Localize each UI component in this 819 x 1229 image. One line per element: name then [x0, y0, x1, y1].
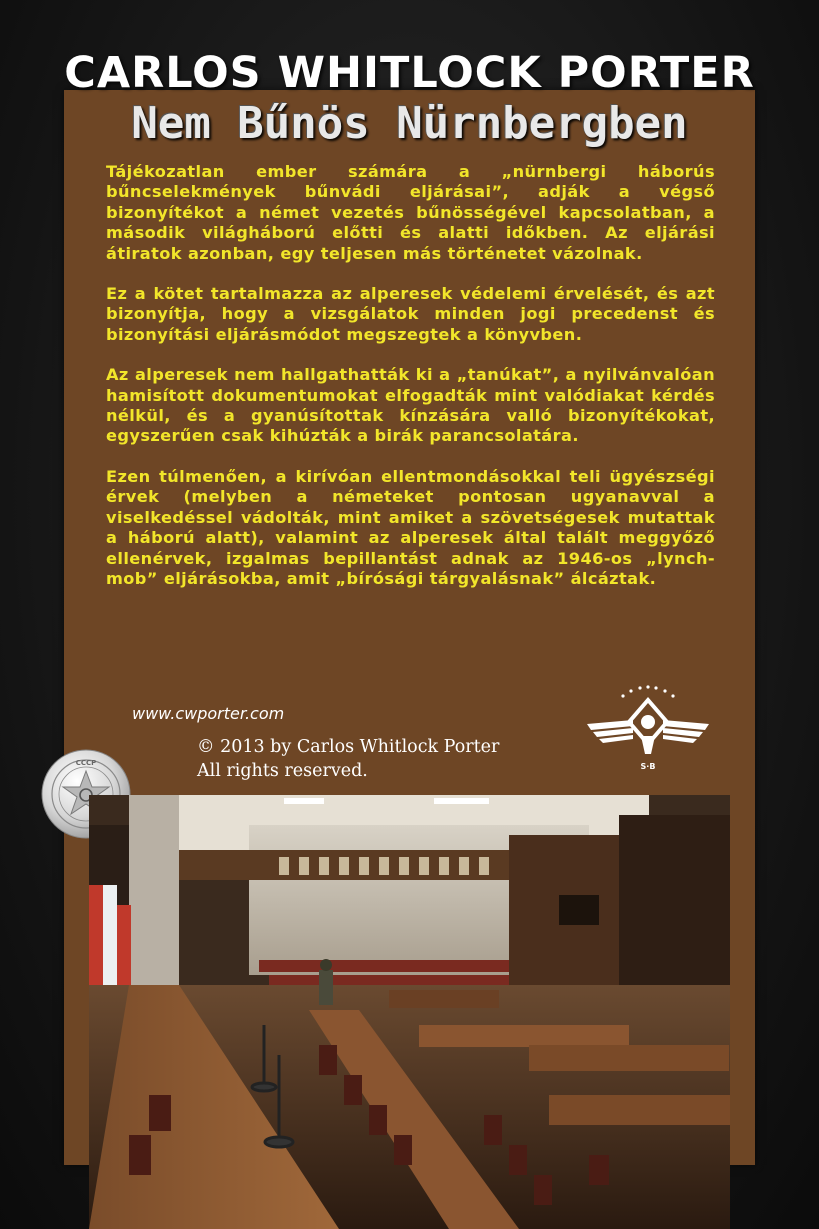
copyright-line: © 2013 by Carlos Whitlock Porter [197, 737, 500, 757]
author-name: CARLOS WHITLOCK PORTER [64, 48, 755, 98]
blurb-paragraph-4: Ezen túlmenően, a kirívóan ellentmondásokkal teli ügyészségi érvek (melyben a németeket pontosan ugyanavval a viselkedéssel vádolták, mint amiket a szövetségesek mutattak a háború alatt), valamint az alperesek által talált meggyőző ellenérvek, izgalmas bepillantást adnak az 1946-os „lynch-mob” eljárásokba, amit „bírósági tárgyalásnak” álcáztak. [106, 466, 715, 588]
rights-line: All rights reserved. [197, 761, 368, 781]
blurb-paragraph-2: Ez a kötet tartalmazza az alperesek védelemi érvelését, és azt bizonyítja, hogy a vizsgálatok minden jogi precedenst és bizonyítási eljárásmódot megszegtek a könyvben. [106, 284, 715, 344]
copyright-notice [197, 735, 499, 783]
website-link[interactable]: www.cwporter.com [132, 704, 285, 723]
book-title: Nem Bűnös Nürnbergben [131, 98, 688, 149]
winged-emblem-icon [583, 680, 713, 775]
blurb-paragraph-1: Tájékozatlan ember számára a „nürnbergi háborús bűncselekmények bűnvádi eljárásai”, adják a végső bizonyítékot a német vezetés bűnösségével kapcsolatban, a második világháború előtti és alatti időkben. Az eljárási átiratok azonban, egy teljesen más történetet vázolnak. [106, 162, 715, 263]
emblem-letters: S·B [640, 762, 656, 771]
blurb [106, 162, 715, 609]
star-arc [621, 685, 674, 697]
blurb-paragraph-3: Az alperesek nem hallgathatták ki a „tanúkat”, a nyilvánvalóan hamisított dokumentumokat elfogadták mint valódiakat kérdés nélkül, és a gyanúsítottak kínzására valló bizonyítékokat, egyszerűen csak kihúzták a birák parancsolatára. [106, 365, 715, 446]
seal-text: CCCP [75, 759, 97, 767]
courtroom-photo [89, 795, 730, 1229]
